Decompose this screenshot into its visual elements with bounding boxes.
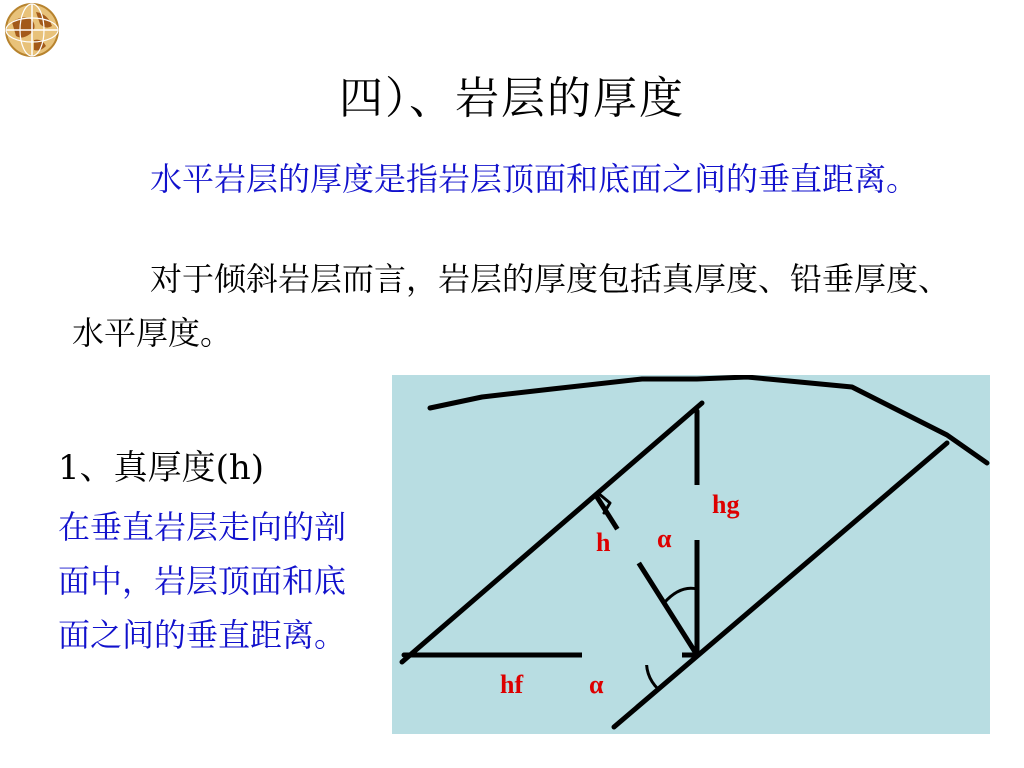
globe-icon	[2, 0, 62, 62]
label-alpha-upper: α	[657, 524, 672, 553]
label-hg: hg	[712, 490, 740, 519]
paragraph-horizontal-thickness: 水平岩层的厚度是指岩层顶面和底面之间的垂直距离。	[150, 160, 919, 198]
rock-layer-diagram	[392, 375, 990, 734]
label-alpha-lower: α	[589, 670, 604, 699]
label-h: h	[596, 528, 611, 557]
diagram-background	[392, 375, 990, 734]
section-body-true-thickness: 在垂直岩层走向的剖面中，岩层顶面和底面之间的垂直距离。	[58, 508, 347, 654]
label-hf: hf	[500, 670, 524, 699]
slide-title: 四）、岩层的厚度	[339, 73, 685, 124]
paragraph-inclined-thickness: 对于倾斜岩层而言，岩层的厚度包括真厚度、铅垂厚度、水平厚度。	[72, 260, 951, 352]
section-heading-true-thickness: 1、真厚度(h)	[58, 448, 265, 488]
